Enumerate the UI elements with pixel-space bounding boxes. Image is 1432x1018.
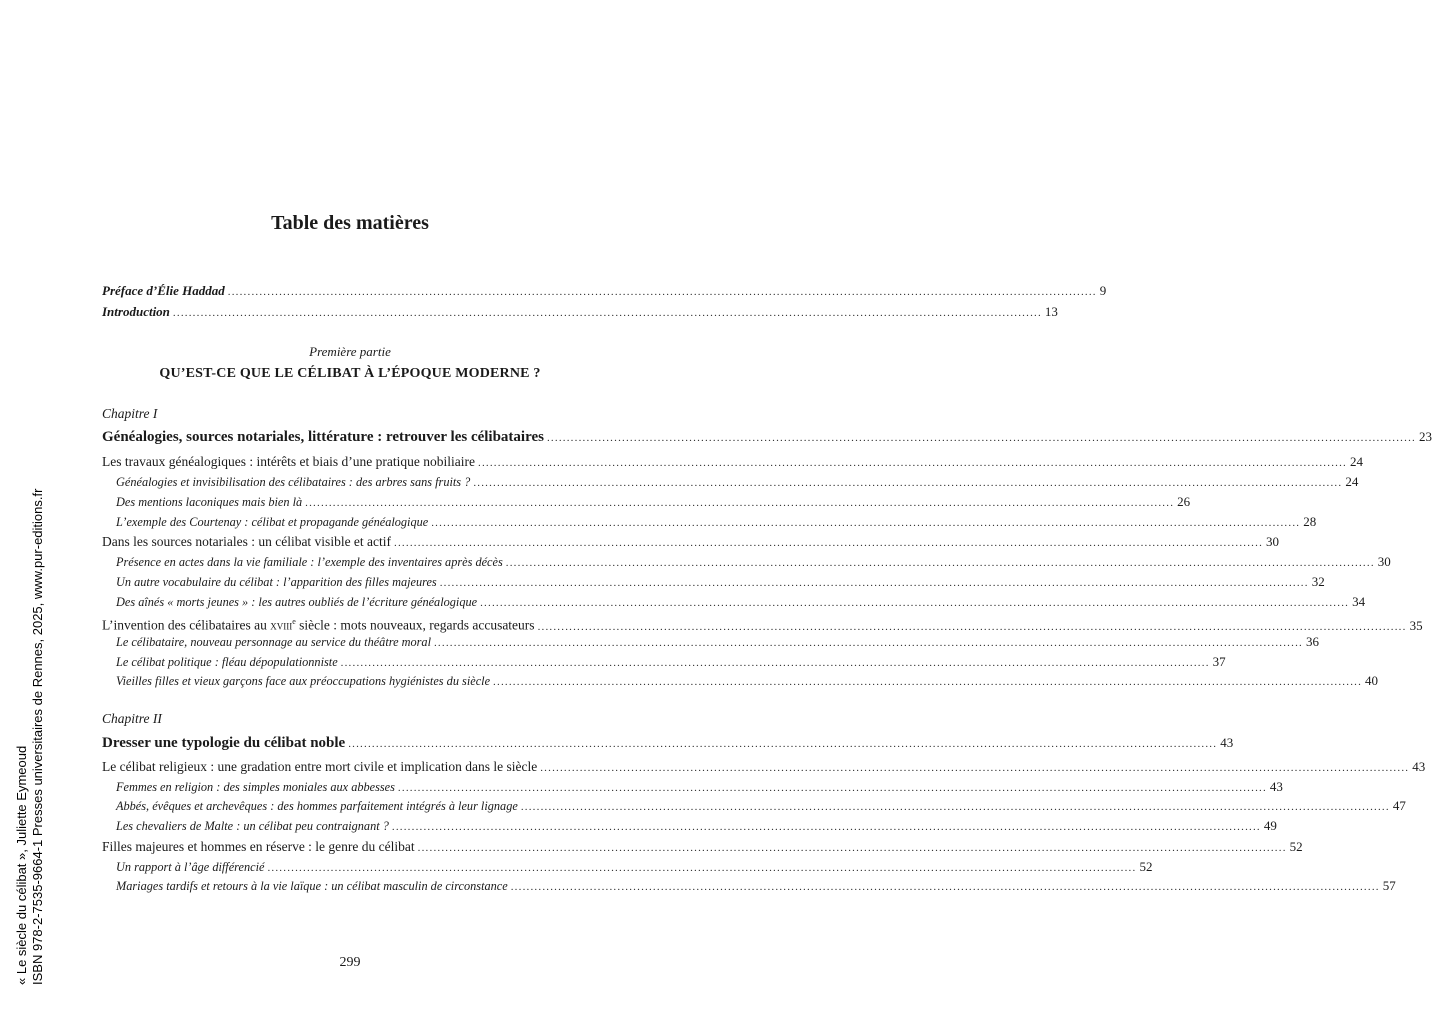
toc-entry-page: 52	[1139, 859, 1153, 874]
toc-section[interactable]	[102, 838, 1303, 857]
toc-entry-label: Mariages tardifs et retours à la vie laïque : un célibat masculin de circonstance	[116, 879, 508, 893]
leader-dots: ............................................................................................................................................................................................................................	[433, 637, 1303, 649]
toc-entry-label: Présence en actes dans la vie familiale : l’exemple des inventaires après décès	[116, 555, 503, 569]
part-title: QU’EST-CE QUE LE CÉLIBAT À L’ÉPOQUE MODERNE ?	[159, 366, 541, 381]
toc-entry-page: 24	[1345, 474, 1359, 489]
leader-dots: ............................................................................................................................................................................................................................	[348, 738, 1218, 750]
toc-entry-label: Des mentions laconiques mais bien là	[116, 495, 303, 509]
page-title: Table des matières	[271, 212, 429, 234]
toc-entry-page: 40	[1365, 673, 1379, 688]
leader-dots: ............................................................................................................................................................................................................................	[505, 557, 1375, 569]
toc-subsection[interactable]	[116, 513, 1317, 532]
toc-entry-label: Préface d’Élie Haddad	[102, 283, 225, 298]
toc-entry-page: 57	[1382, 878, 1396, 893]
toc-subsection[interactable]	[116, 633, 1319, 652]
toc-entry-label: Introduction	[102, 304, 170, 319]
toc-entry-page: 43	[1220, 735, 1234, 750]
toc-entry-label: Un rapport à l’âge différencié	[116, 860, 265, 874]
leader-dots: ............................................................................................................................................................................................................................	[540, 762, 1410, 774]
side-credit	[14, 489, 46, 985]
leader-dots: ............................................................................................................................................................................................................................	[305, 497, 1175, 509]
leader-dots: ............................................................................................................................................................................................................................	[394, 537, 1264, 549]
leader-dots: ............................................................................................................................................................................................................................	[537, 620, 1407, 633]
toc-subsection[interactable]	[116, 473, 1359, 492]
leader-dots: ............................................................................................................................................................................................................................	[439, 577, 1309, 589]
toc-entry-label: Le célibataire, nouveau personnage au service du théâtre moral	[116, 635, 431, 649]
chapter-1-label: Chapitre I	[102, 406, 158, 421]
toc-entry-label: Des aînés « morts jeunes » : les autres oubliés de l’écriture généalogique	[116, 595, 478, 609]
toc-entry-page: 34	[1352, 594, 1366, 609]
toc-entry-page: 30	[1377, 554, 1391, 569]
toc-entry-page: 28	[1303, 514, 1317, 529]
toc-entry-page: 36	[1305, 634, 1319, 649]
toc-entry-label: Abbés, évêques et archevêques : des hommes parfaitement intégrés à leur lignage	[116, 799, 518, 813]
toc-entry-page: 37	[1212, 654, 1226, 669]
leader-dots: ............................................................................................................................................................................................................................	[227, 286, 1097, 298]
leader-dots: ............................................................................................................................................................................................................................	[478, 457, 1347, 469]
toc-entry-page: 35	[1409, 617, 1423, 633]
toc-subsection[interactable]	[116, 817, 1277, 836]
leader-dots: ............................................................................................................................................................................................................................	[510, 881, 1380, 893]
toc-entry-label: Filles majeures et hommes en réserve : le genre du célibat	[102, 839, 415, 854]
toc-subsection[interactable]	[116, 493, 1191, 512]
toc-entry-label: Un autre vocabulaire du célibat : l’apparition des filles majeures	[116, 575, 437, 589]
toc-entry-page: 43	[1269, 779, 1283, 794]
leader-dots: ............................................................................................................................................................................................................................	[546, 432, 1416, 444]
toc-entry-label: Généalogies et invisibilisation des célibataires : des arbres sans fruits ?	[116, 475, 471, 489]
toc-entry-label: Vieilles filles et vieux garçons face aux préoccupations hygiénistes du siècle	[116, 674, 491, 688]
toc-entry-page: 24	[1350, 454, 1363, 469]
toc-subsection[interactable]	[116, 858, 1153, 877]
toc-entry-label: Généalogies, sources notariales, littérature : retrouver les célibataires	[102, 429, 544, 445]
toc-section[interactable]	[102, 533, 1280, 552]
toc-subsection[interactable]	[116, 653, 1226, 672]
toc-section[interactable]	[102, 758, 1426, 777]
chapter-2-title[interactable]	[102, 733, 1234, 754]
toc-entry-label: Femmes en religion : des simples moniales aux abbesses	[116, 780, 395, 794]
toc-entry-page: 9	[1099, 283, 1107, 298]
side-credit-line-2: ISBN 978-2-7535-9664-1 Presses universitaires de Rennes, 2025, www.pur-editions.fr	[30, 488, 45, 985]
leader-dots: ............................................................................................................................................................................................................................	[493, 676, 1363, 688]
toc-entry-label: Le célibat politique : fléau dépopulationniste	[116, 655, 338, 669]
toc-entry-label: L’invention des célibataires au xviii$^e$ siècle : mots nouveaux, regards accusateurs	[102, 617, 535, 633]
toc-entry-label: L’exemple des Courtenay : célibat et propagande généalogique	[116, 515, 429, 529]
toc-entry-page: 13	[1044, 304, 1058, 319]
toc-subsection[interactable]	[116, 593, 1366, 612]
toc-entry-page: 52	[1289, 839, 1303, 854]
page-number: 299	[339, 955, 361, 970]
toc-subsection[interactable]	[116, 553, 1391, 572]
chapter-1-title[interactable]	[102, 427, 1432, 448]
toc-entry-preface[interactable]	[102, 282, 1107, 301]
toc-entry-page: 26	[1177, 494, 1191, 509]
toc-section[interactable]	[102, 453, 1363, 472]
toc-entry-page: 47	[1392, 798, 1406, 813]
toc-entry-label: Les travaux généalogiques : intérêts et biais d’une pratique nobiliaire	[102, 454, 475, 469]
leader-dots: ............................................................................................................................................................................................................................	[340, 657, 1210, 669]
toc-subsection[interactable]	[116, 778, 1283, 797]
leader-dots: ............................................................................................................................................................................................................................	[431, 517, 1301, 529]
chapter-2-label: Chapitre II	[102, 711, 162, 726]
toc-entry-introduction[interactable]	[102, 303, 1058, 322]
toc-entry-page: 32	[1311, 574, 1325, 589]
toc-entry-page: 49	[1263, 818, 1277, 833]
toc-subsection[interactable]	[116, 877, 1396, 896]
toc-entry-label: Les chevaliers de Malte : un célibat peu contraignant ?	[116, 819, 389, 833]
toc-subsection[interactable]	[116, 797, 1406, 816]
leader-dots: ............................................................................................................................................................................................................................	[473, 477, 1343, 489]
part-label: Première partie	[309, 344, 391, 359]
toc-subsection[interactable]	[116, 573, 1325, 592]
toc-entry-page: 23	[1418, 429, 1432, 444]
side-credit-line-1: « Le siècle du célibat », Juliette Eymeoud	[14, 745, 29, 985]
leader-dots: ............................................................................................................................................................................................................................	[397, 782, 1267, 794]
toc-entry-label: Dans les sources notariales : un célibat visible et actif	[102, 534, 392, 549]
leader-dots: ............................................................................................................................................................................................................................	[391, 821, 1261, 833]
leader-dots: ............................................................................................................................................................................................................................	[267, 862, 1137, 874]
leader-dots: ............................................................................................................................................................................................................................	[520, 801, 1390, 813]
toc-entry-label: Le célibat religieux : une gradation entre mort civile et implication dans le siècle	[102, 759, 538, 774]
toc-entry-page: 43	[1412, 759, 1426, 774]
toc-entry-page: 30	[1266, 534, 1280, 549]
leader-dots: ............................................................................................................................................................................................................................	[417, 842, 1287, 854]
leader-dots: ............................................................................................................................................................................................................................	[480, 597, 1350, 609]
toc-subsection[interactable]	[116, 672, 1379, 691]
leader-dots: ............................................................................................................................................................................................................................	[172, 307, 1042, 319]
toc-entry-label: Dresser une typologie du célibat noble	[102, 735, 346, 751]
